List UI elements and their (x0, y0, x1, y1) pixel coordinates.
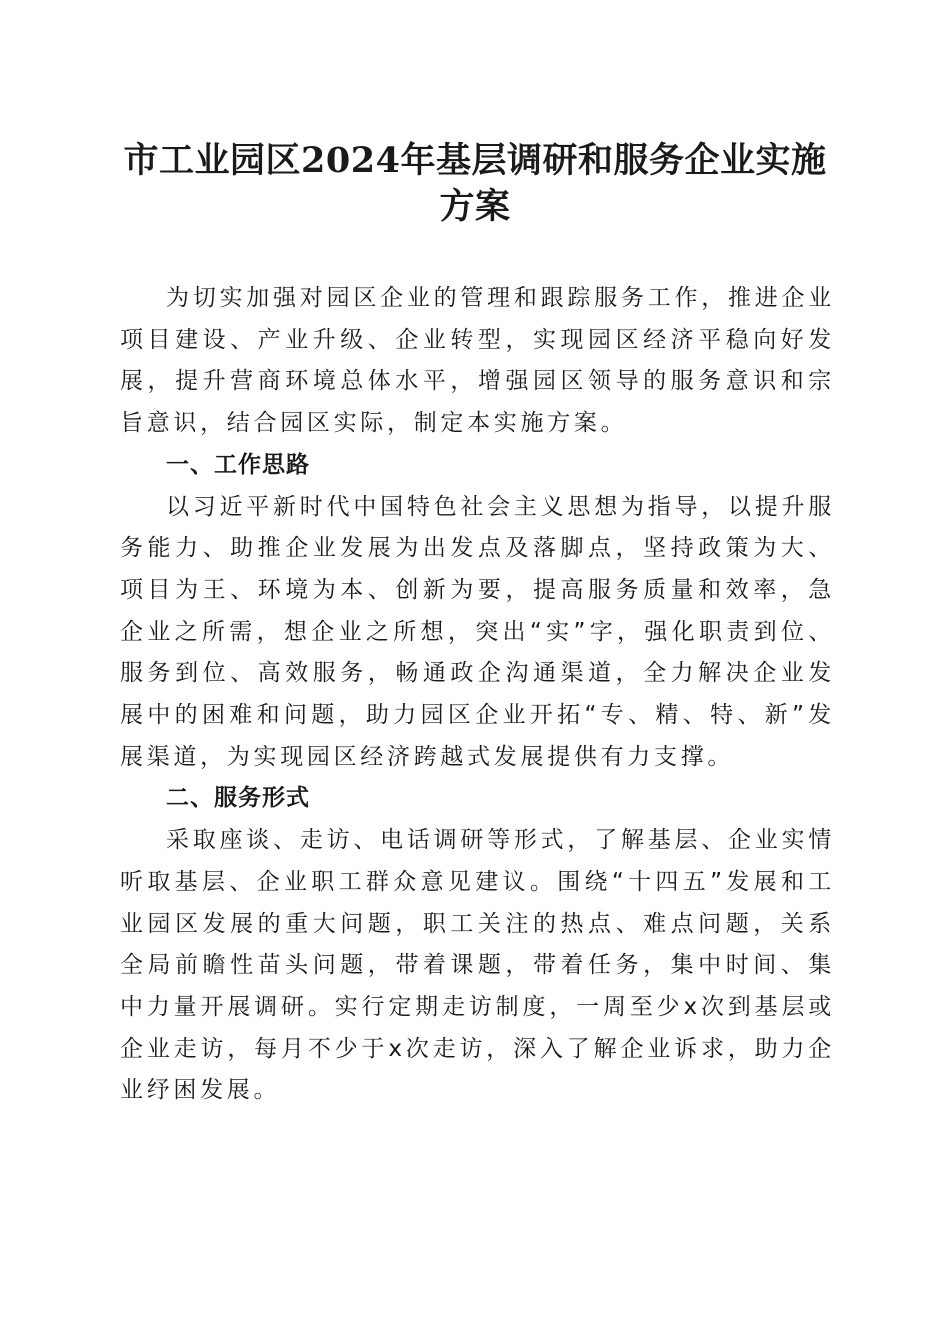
section-heading-service-form: 二、服务形式 (166, 785, 310, 812)
section-heading-work-approach: 一、工作思路 (166, 451, 310, 478)
document-title-line-2: 方案 (439, 186, 511, 227)
document-body (120, 278, 835, 1112)
section-body-work-approach: 以习近平新时代中国特色社会主义思想为指导，以提升服务能力、助推企业发展为出发点及落脚点，坚持政策为大、项目为王、环境为本、创新为要，提高服务质量和效率，急企业之所需，想企业之所想，突出“实”字，强化职责到位、服务到位、高效服务，畅通政企沟通渠道，全力解决企业发展中的困难和问题，助力园区企业开拓“专、精、特、新”发展渠道，为实现园区经济跨越式发展提供有力支撑。 (120, 493, 835, 770)
document-title-line-1: 市工业园区2024年基层调研和服务企业实施 (123, 140, 827, 181)
intro-paragraph: 为切实加强对园区企业的管理和跟踪服务工作，推进企业项目建设、产业升级、企业转型，实现园区经济平稳向好发展，提升营商环境总体水平，增强园区领导的服务意识和宗旨意识，结合园区实际，制定本实施方案。 (120, 285, 835, 437)
document-title (110, 138, 840, 230)
section-body-service-form: 采取座谈、走访、电话调研等形式，了解基层、企业实情听取基层、企业职工群众意见建议。围绕“十四五”发展和工业园区发展的重大问题，职工关注的热点、难点问题，关系全局前瞻性苗头问题，带着课题，带着任务，集中时间、集中力量开展调研。实行定期走访制度，一周至少x次到基层或企业走访，每月不少于x次走访，深入了解企业诉求，助力企业纾困发展。 (120, 827, 835, 1104)
